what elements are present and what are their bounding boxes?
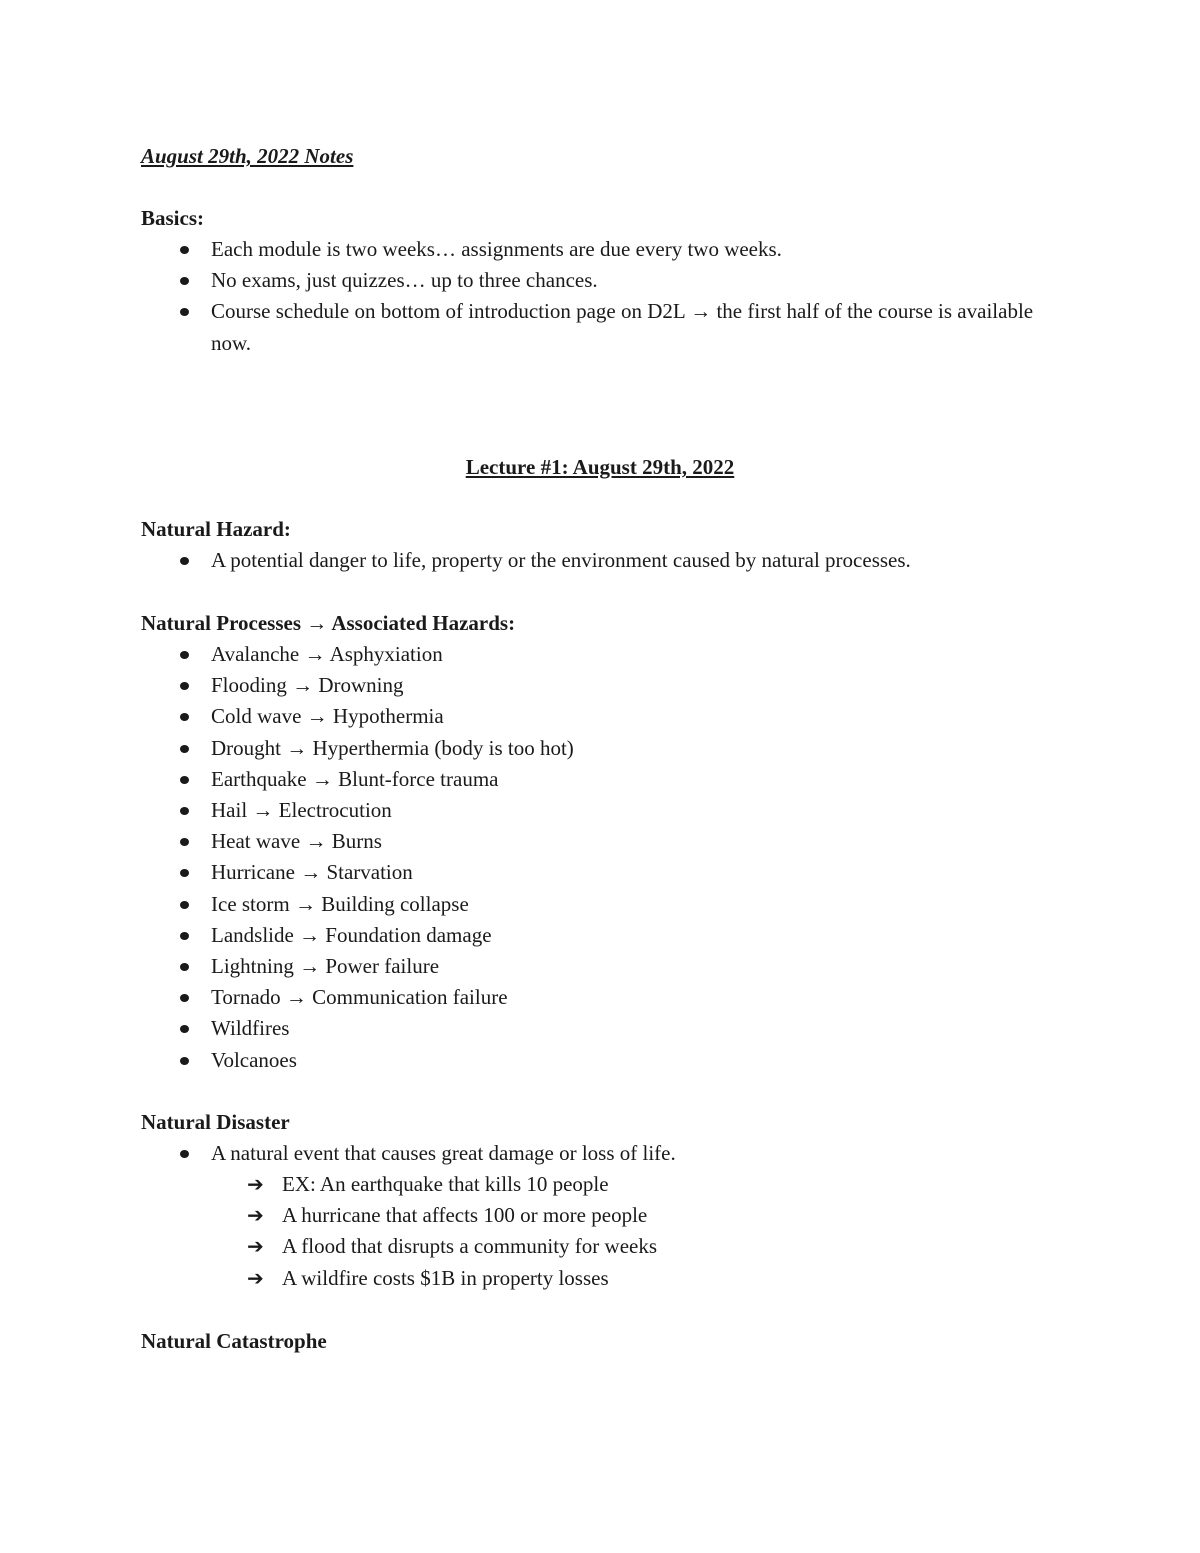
list-item: Lightning → Power failure (0, 951, 1111, 982)
list-item: ➔ A wildfire costs $1B in property losses (0, 1263, 657, 1294)
bullet-icon (180, 308, 189, 316)
list-item: ➔ EX: An earthquake that kills 10 people (0, 1169, 657, 1200)
list-item: ➔ A flood that disrupts a community for weeks (0, 1231, 657, 1262)
natural-processes-heading: Natural Processes → Associated Hazards: (141, 611, 516, 635)
list-item: Earthquake → Blunt-force trauma (0, 764, 1111, 795)
natural-hazard-heading: Natural Hazard: (141, 517, 291, 541)
bullet-icon (180, 901, 189, 909)
bullet-icon (180, 1025, 189, 1033)
bullet-icon (180, 807, 189, 815)
bullet-icon (180, 745, 189, 753)
basics-heading: Basics: (141, 206, 204, 230)
list-item: Drought → Hyperthermia (body is too hot) (0, 733, 1111, 764)
arrow-right-icon: ➔ (247, 1203, 264, 1228)
list-item: Hail → Electrocution (0, 795, 1111, 826)
bullet-icon (180, 713, 189, 721)
list-item: Course schedule on bottom of introduction page on D2L → the first half of the course is available now. (0, 296, 1061, 358)
list-item: Avalanche → Asphyxiation (0, 639, 1111, 670)
list-item: Volcanoes (0, 1045, 1111, 1076)
bullet-icon (180, 869, 189, 877)
bullet-icon (180, 682, 189, 690)
disaster-examples-list (0, 1169, 657, 1294)
natural-hazard-list (0, 545, 1111, 576)
natural-processes-list (0, 639, 1111, 1076)
list-item: Ice storm → Building collapse (0, 889, 1111, 920)
bullet-icon (180, 994, 189, 1002)
bullet-icon (180, 277, 189, 285)
natural-disaster-list (0, 1138, 1111, 1169)
list-item: Hurricane → Starvation (0, 857, 1111, 888)
bullet-icon (180, 963, 189, 971)
bullet-icon (180, 1150, 189, 1158)
list-item: A natural event that causes great damage or loss of life. (0, 1138, 1111, 1169)
arrow-right-icon: ➔ (247, 1265, 264, 1290)
bullet-icon (180, 651, 189, 659)
list-item: Tornado → Communication failure (0, 982, 1111, 1013)
list-item: Cold wave → Hypothermia (0, 701, 1111, 732)
arrow-right-icon: ➔ (247, 1172, 264, 1196)
bullet-icon (180, 557, 189, 565)
lecture-title: Lecture #1: August 29th, 2022 (465, 455, 735, 479)
list-item: No exams, just quizzes… up to three chances. (0, 265, 1111, 296)
natural-disaster-heading: Natural Disaster (141, 1110, 290, 1134)
bullet-icon (180, 838, 189, 846)
bullet-icon (180, 932, 189, 940)
bullet-icon (180, 776, 189, 784)
list-item: A potential danger to life, property or the environment caused by natural processes. (0, 545, 1111, 576)
arrow-right-icon: ➔ (247, 1234, 264, 1259)
natural-catastrophe-heading: Natural Catastrophe (141, 1329, 327, 1353)
bullet-icon (180, 246, 189, 254)
list-item: Wildfires (0, 1013, 1111, 1044)
basics-list (0, 234, 1111, 359)
list-item: Landslide → Foundation damage (0, 920, 1111, 951)
list-item: Each module is two weeks… assignments are due every two weeks. (0, 234, 1111, 265)
list-item: Flooding → Drowning (0, 670, 1111, 701)
list-item: ➔ A hurricane that affects 100 or more people (0, 1200, 657, 1231)
document-title: August 29th, 2022 Notes (141, 144, 354, 168)
bullet-icon (180, 1057, 189, 1065)
list-item: Heat wave → Burns (0, 826, 1111, 857)
